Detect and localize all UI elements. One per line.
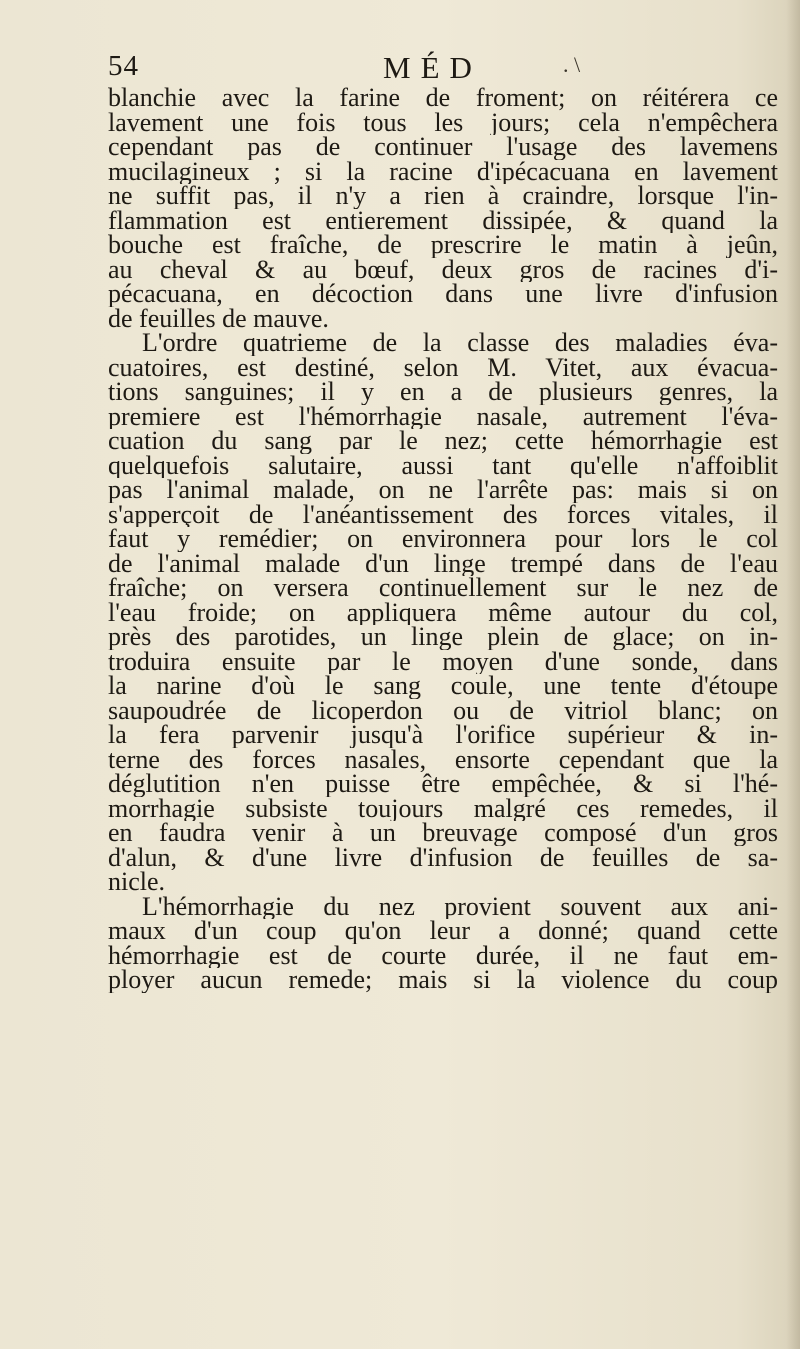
text-line: la narine d'où le sang coule, une tente d'étoupe — [108, 674, 778, 699]
text-line: hémorrhagie est de courte durée, il ne faut em- — [108, 943, 778, 968]
text-line: cependant pas de continuer l'usage des lavemens — [108, 135, 778, 160]
text-line: quelquefois salutaire, aussi tant qu'elle n'affoiblit — [108, 453, 778, 478]
text-line: s'apperçoit de l'anéantissement des forces vitales, il — [108, 502, 778, 527]
text-line: au cheval & au bœuf, deux gros de racines d'i- — [108, 257, 778, 282]
text-line: morrhagie subsiste toujours malgré ces remedes, il — [108, 796, 778, 821]
text-line: d'alun, & d'une livre d'infusion de feuilles de sa- — [108, 845, 778, 870]
text-line: l'eau froide; on appliquera même autour du col, — [108, 600, 778, 625]
running-head: MÉD — [383, 50, 482, 85]
text-line: saupoudrée de licoperdon ou de vitriol blanc; on — [108, 698, 778, 723]
page-header — [108, 50, 778, 90]
text-line: terne des forces nasales, ensorte cependant que la — [108, 747, 778, 772]
text-line: de feuilles de mauve. — [108, 306, 329, 331]
text-line: cuation du sang par le nez; cette hémorrhagie est — [108, 429, 778, 454]
page-edge-shadow — [786, 0, 800, 1349]
text-line: nicle. — [108, 870, 166, 895]
text-line: de l'animal malade d'un linge trempé dans de l'eau — [108, 551, 778, 576]
text-line: ne suffit pas, il n'y a rien à craindre, lorsque l'in- — [108, 184, 778, 209]
paragraph — [108, 331, 778, 895]
paragraph — [108, 86, 778, 331]
paragraph — [108, 895, 778, 993]
page-number: 54 — [108, 50, 139, 82]
text-line: blanchie avec la farine de froment; on réitérera ce — [108, 86, 778, 111]
text-line: L'ordre quatrieme de la classe des maladies éva- — [142, 331, 778, 356]
text-line: L'hémorrhagie du nez provient souvent aux ani- — [142, 894, 778, 919]
text-line: en faudra venir à un breuvage composé d'un gros — [108, 821, 778, 846]
header-mark: . \ — [563, 52, 581, 77]
text-line: maux d'un coup qu'on leur a donné; quand cette — [108, 919, 778, 944]
text-line: lavement une fois tous les jours; cela n'empêchera — [108, 110, 778, 135]
text-line: près des parotides, un linge plein de glace; on in- — [108, 625, 778, 650]
text-line: bouche est fraîche, de prescrire le matin à jeûn, — [108, 233, 778, 258]
text-line: flammation est entierement dissipée, & quand la — [108, 208, 778, 233]
text-line: tions sanguines; il y en a de plusieurs genres, la — [108, 380, 778, 405]
text-line: troduira ensuite par le moyen d'une sonde, dans — [108, 649, 778, 674]
body-text — [108, 86, 778, 993]
text-line: faut y remédier; on environnera pour lors le col — [108, 527, 778, 552]
text-line: ployer aucun remede; mais si la violence du coup — [108, 968, 778, 993]
text-line: cuatoires, est destiné, selon M. Vitet, aux évacua- — [108, 355, 778, 380]
text-line: mucilagineux ; si la racine d'ipécacuana en lavement — [108, 159, 778, 184]
text-line: pas l'animal malade, on ne l'arrête pas: mais si on — [108, 478, 778, 503]
text-line: fraîche; on versera continuellement sur le nez de — [108, 576, 778, 601]
text-line: pécacuana, en décoction dans une livre d'infusion — [108, 282, 778, 307]
text-line: premiere est l'hémorrhagie nasale, autrement l'éva- — [108, 404, 778, 429]
text-line: déglutition n'en puisse être empêchée, & si l'hé- — [108, 772, 778, 797]
text-line: la fera parvenir jusqu'à l'orifice supérieur & in- — [108, 723, 778, 748]
